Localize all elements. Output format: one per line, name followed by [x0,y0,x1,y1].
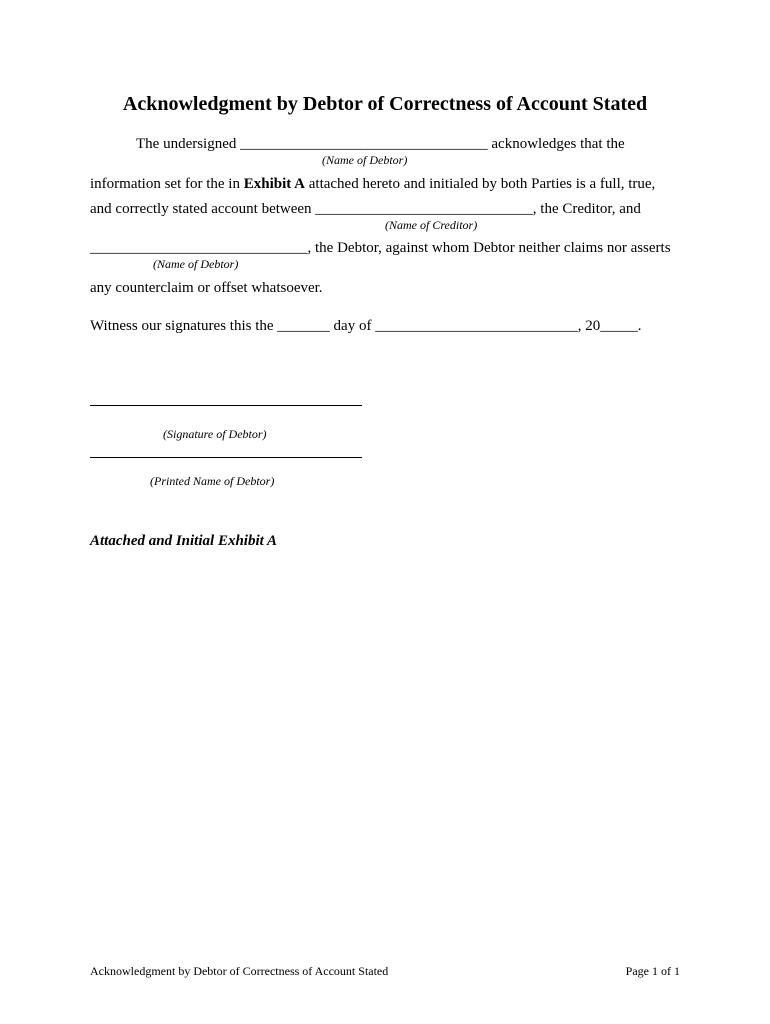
footer-title: Acknowledgment by Debtor of Correctness of Account Stated [90,964,389,978]
paragraph-line-4: _____________________________, the Debtor, against whom Debtor neither claims nor asserts [90,240,671,256]
caption-name-of-creditor: (Name of Creditor) [385,218,478,232]
witness-line: Witness our signatures this the _______ day of ___________________________, 20_____. [90,318,642,334]
document-title: Acknowledgment by Debtor of Correctness of Account Stated [122,93,648,115]
paragraph-line-5: any counterclaim or offset whatsoever. [90,280,323,296]
paragraph-line-2-start: information set for the in [90,176,244,192]
signature-line [90,405,362,406]
paragraph-line-2 [90,176,655,193]
caption-name-of-debtor-2: (Name of Debtor) [153,257,239,271]
paragraph-line-1: The undersigned _________________________________ acknowledges that the [136,136,625,152]
exhibit-heading: Attached and Initial Exhibit A [90,533,277,549]
paragraph-line-2-end: attached hereto and initialed by both Parties is a full, true, [305,176,656,192]
signature-caption: (Signature of Debtor) [163,427,267,441]
printed-name-caption: (Printed Name of Debtor) [150,474,275,488]
printed-name-line [90,457,362,458]
paragraph-line-3: and correctly stated account between _____________________________, the Creditor, and [90,201,641,217]
caption-name-of-debtor: (Name of Debtor) [322,153,408,167]
exhibit-a-reference: Exhibit A [243,176,305,192]
page-number: Page 1 of 1 [625,964,680,978]
